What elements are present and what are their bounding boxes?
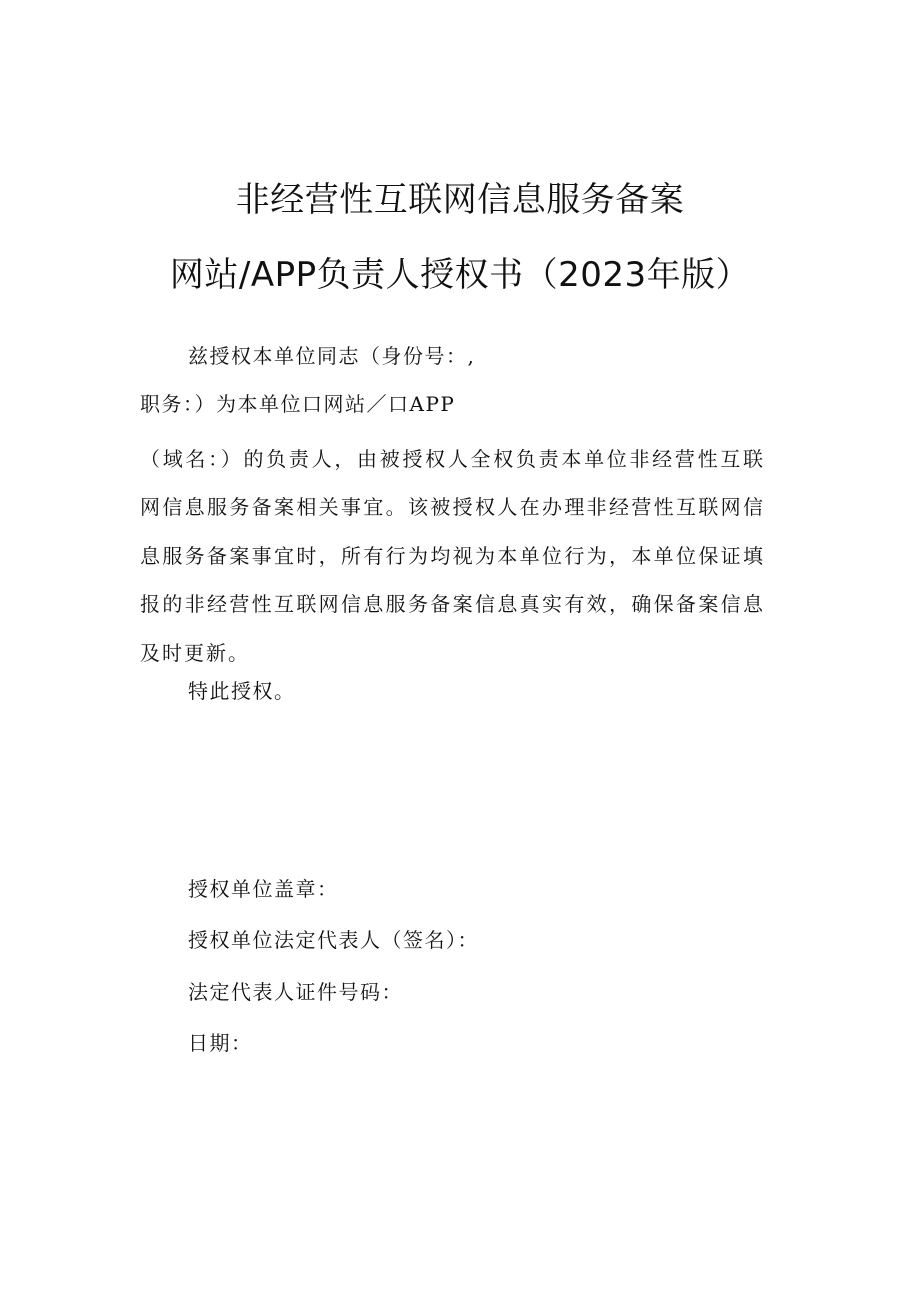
- legal-rep-signature-label: 授权单位法定代表人（签名）：: [188, 928, 479, 952]
- document-title-line-1: 非经营性互联网信息服务备案: [235, 180, 685, 220]
- legal-rep-id-label: 法定代表人证件号码：: [188, 980, 403, 1004]
- seal-label: 授权单位盖章：: [188, 877, 339, 901]
- document-title-line-2: 网站/APP负责人授权书（2023年版）: [169, 255, 751, 295]
- date-label: 日期：: [188, 1031, 253, 1055]
- closing-statement: 特此授权。: [188, 679, 296, 703]
- authorization-line-1: 兹授权本单位同志（身份号：,: [188, 344, 476, 368]
- authorization-line-2: 职务：）为本单位口网站／口APP: [140, 392, 456, 416]
- authorization-paragraph: （域名：）的负责人，由被授权人全权负责本单位非经营性互联网信息服务备案相关事宜。该被授权人在办理非经营性互联网信息服务备案事宜时，所有行为均视为本单位行为，本单位保证填报的非经营性互联网信息服务备案信息真实有效，确保备案信息及时更新。: [140, 447, 765, 665]
